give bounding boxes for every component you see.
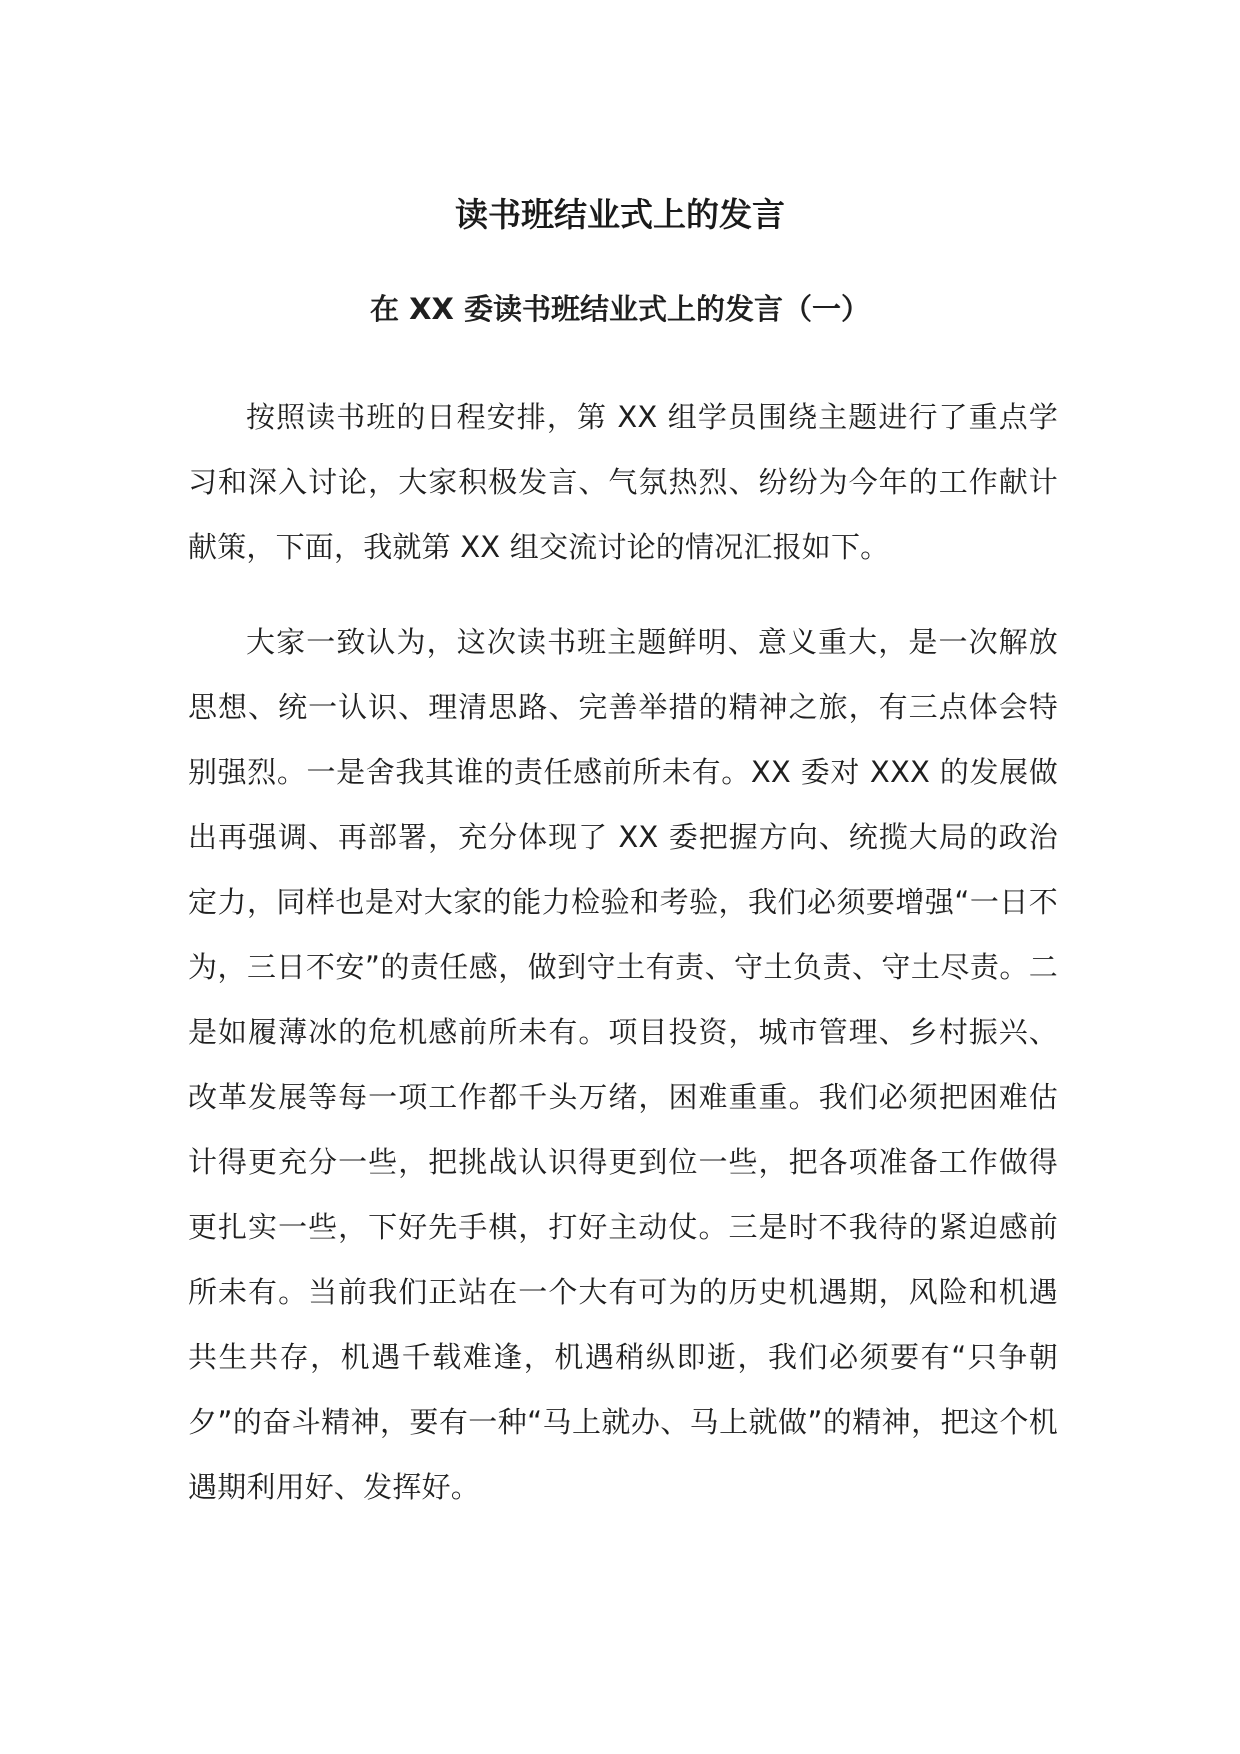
body-paragraph: 按照读书班的日程安排，第 XX 组学员围绕主题进行了重点学习和深入讨论，大家积极发言、气氛热烈、纷纷为今年的工作献计献策，下面，我就第 XX 组交流讨论的情况汇报如下。 xyxy=(188,400,1058,564)
document-body xyxy=(188,385,1058,1550)
document-title: 读书班结业式上的发言 xyxy=(455,195,785,234)
body-paragraph: 大家一致认为，这次读书班主题鲜明、意义重大，是一次解放思想、统一认识、理清思路、完善举措的精神之旅，有三点体会特别强烈。一是舍我其谁的责任感前所未有。XX 委对 XXX 的发展做出再强调、再部署，充分体现了 XX 委把握方向、统揽大局的政治定力，同样也是对大家的能力检验和考验，我们必须要增强“一日不为，三日不安”的责任感，做到守土有责、守土负责、守土尽责。二是如履薄冰的危机感前所未有。项目投资，城市管理、乡村振兴、改革发展等每一项工作都千头万绪，困难重重。我们必须把困难估计得更充分一些，把挑战认识得更到位一些，把各项准备工作做得更扎实一些，下好先手棋，打好主动仗。三是时不我待的紧迫感前所未有。当前我们正站在一个大有可为的历史机遇期，风险和机遇共生共存，机遇千载难逢，机遇稍纵即逝，我们必须要有“只争朝夕”的奋斗精神，要有一种“马上就办、马上就做”的精神，把这个机遇期利用好、发挥好。 xyxy=(188,625,1058,1504)
document-subtitle: 在 XX 委读书班结业式上的发言（一） xyxy=(370,292,870,326)
